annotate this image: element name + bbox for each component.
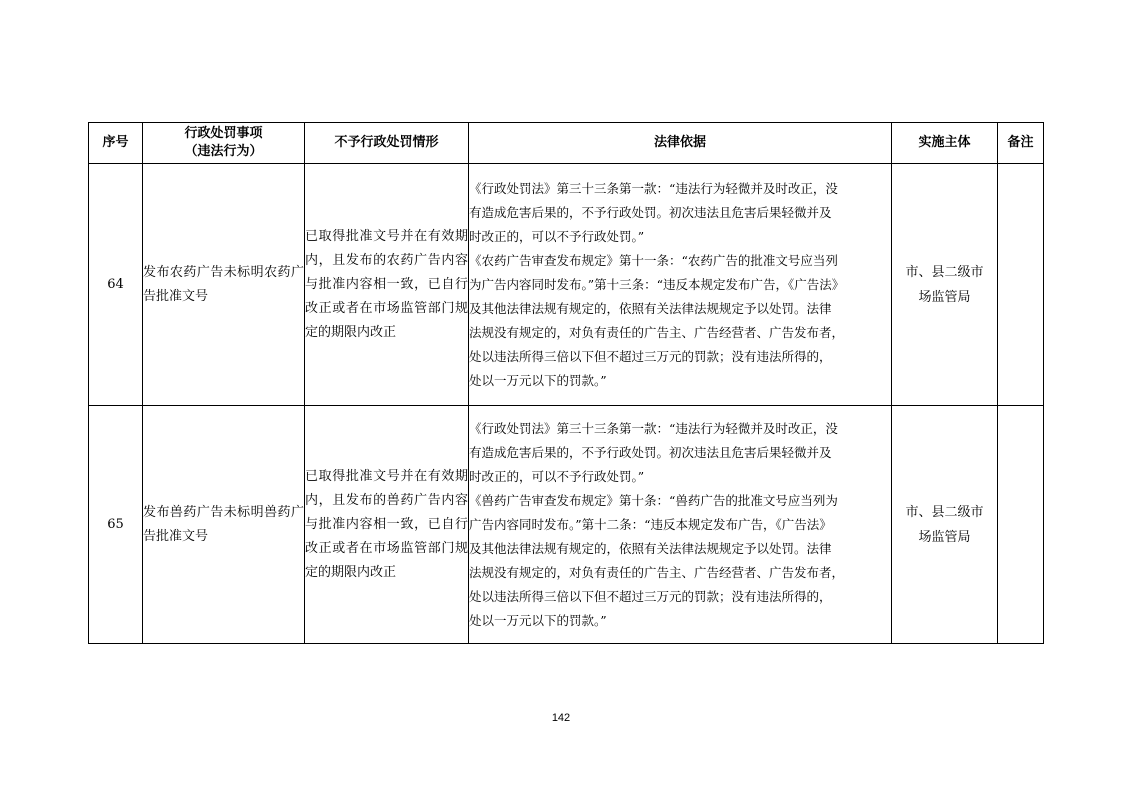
row-subject: [892, 164, 998, 406]
row-number: 64: [89, 164, 143, 406]
row-matter: 发布农药广告未标明农药广告批准文号: [143, 164, 305, 406]
basis-line: 有造成危害后果的，不予行政处罚。初次违法且危害后果轻微并及: [469, 204, 832, 220]
header-remark: 备注: [998, 123, 1044, 164]
header-matter-line2: （违法行为）: [184, 144, 263, 159]
header-subject: 实施主体: [892, 123, 998, 164]
basis-line: 时改正的，可以不予行政处罚。”: [469, 228, 645, 244]
basis-line: 法规没有规定的，对负有责任的广告主、广告经营者、广告发布者，: [469, 564, 845, 580]
basis-line: 有造成危害后果的，不予行政处罚。初次违法且危害后果轻微并及: [469, 444, 832, 460]
table-row: [89, 164, 1044, 406]
row-subject: [892, 406, 998, 644]
row-situation: 已取得批准文号并在有效期内，且发布的兽药广告内容与批准内容相一致，已自行改正或者在市场监管部门规定的期限内改正: [305, 406, 469, 644]
subject-line2: 场监管局: [918, 289, 971, 305]
row-matter: 发布兽药广告未标明兽药广告批准文号: [143, 406, 305, 644]
table-header-row: [89, 123, 1044, 164]
basis-line: 及其他法律法规有规定的，依照有关法律法规规定予以处罚。法律: [469, 300, 832, 316]
basis-line: 处以一万元以下的罚款。”: [469, 612, 607, 628]
row-remark: [998, 406, 1044, 644]
row-legal-basis: [469, 406, 892, 644]
basis-line: 法规没有规定的，对负有责任的广告主、广告经营者、广告发布者，: [469, 324, 845, 340]
header-situation: 不予行政处罚情形: [305, 123, 469, 164]
basis-line: 广告内容同时发布。”第十二条：“违反本规定发布广告，《广告法》: [469, 516, 832, 532]
basis-line: 时改正的，可以不予行政处罚。”: [469, 468, 645, 484]
row-situation: 已取得批准文号并在有效期内，且发布的农药广告内容与批准内容相一致，已自行改正或者在市场监管部门规定的期限内改正: [305, 164, 469, 406]
basis-line: 处以违法所得三倍以下但不超过三万元的罚款；没有违法所得的，: [469, 588, 832, 604]
header-basis: 法律依据: [469, 123, 892, 164]
basis-line: 《行政处罚法》第三十三条第一款：“违法行为轻微并及时改正，没: [469, 180, 838, 196]
basis-line: 处以违法所得三倍以下但不超过三万元的罚款；没有违法所得的，: [469, 348, 832, 364]
subject-line1: 市、县二级市: [905, 504, 984, 520]
basis-line: 为广告内容同时发布。”第十三条：“违反本规定发布广告，《广告法》: [469, 276, 845, 292]
row-legal-basis: [469, 164, 892, 406]
row-remark: [998, 164, 1044, 406]
basis-line: 《农药广告审查发布规定》第十一条：“农药广告的批准文号应当列: [469, 252, 838, 268]
basis-line: 处以一万元以下的罚款。”: [469, 372, 607, 388]
basis-line: 及其他法律法规有规定的，依照有关法律法规规定予以处罚。法律: [469, 540, 832, 556]
header-matter-line1: 行政处罚事项: [184, 126, 263, 141]
basis-line: 《行政处罚法》第三十三条第一款：“违法行为轻微并及时改正，没: [469, 420, 838, 436]
table-row: [89, 406, 1044, 644]
header-matter: [143, 123, 305, 164]
page-number: 142: [551, 712, 571, 724]
header-number: 序号: [89, 123, 143, 164]
subject-line2: 场监管局: [918, 529, 971, 545]
penalty-table: [88, 122, 1044, 644]
basis-line: 《兽药广告审查发布规定》第十条：“兽药广告的批准文号应当列为: [469, 492, 838, 508]
subject-line1: 市、县二级市: [905, 264, 984, 280]
row-number: 65: [89, 406, 143, 644]
